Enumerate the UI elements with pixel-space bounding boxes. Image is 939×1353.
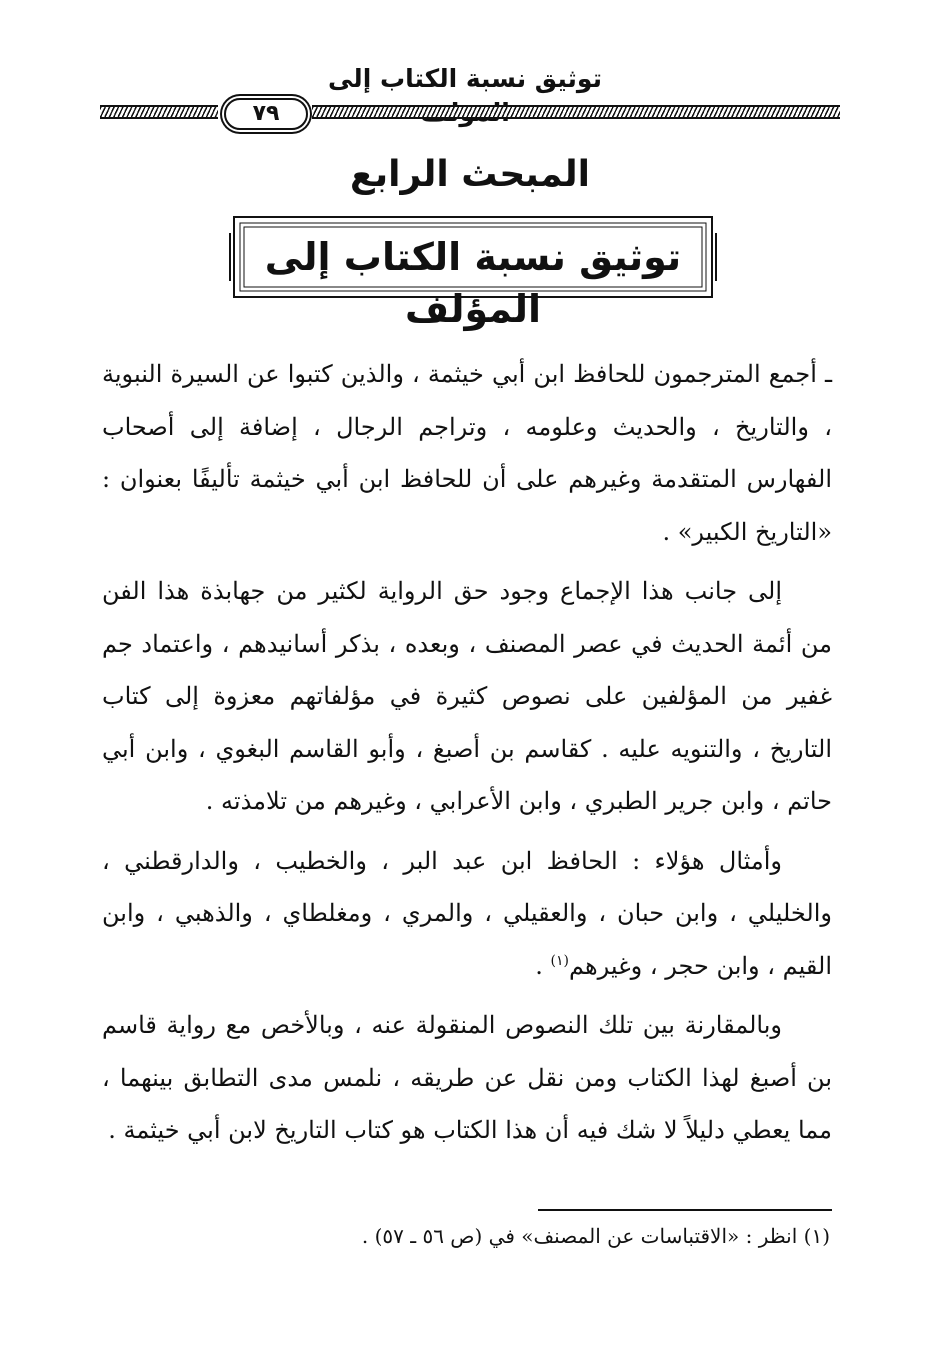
- footnote: (١) انظر : «الاقتباسات عن المصنف» في (ص ٥٦ ـ ٥٧) .: [361, 1224, 830, 1248]
- paragraph-1: ـ أجمع المترجمون للحافظ ابن أبي خيثمة ، والذين كتبوا عن السيرة النبوية ، والتاريخ ، والحديث وعلومه ، وتراجم الرجال ، إضافة إلى أصحاب الفهارس المتقدمة وغيرهم على أن للحافظ ابن أبي خيثمة تأليفًا بعنوان : «التاريخ الكبير» .: [102, 360, 832, 546]
- page-number: ٧٩: [224, 98, 308, 130]
- footnote-separator: [538, 1209, 832, 1211]
- paragraph-2: إلى جانب هذا الإجماع وجود حق الرواية لكثير من جهابذة هذا الفن من أئمة الحديث في عصر المصنف ، وبعده ، بذكر أسانيدهم ، واعتماد جم غفير من المؤلفين على نصوص كثيرة في مؤلفاتهم معزوة إلى كتاب التاريخ ، والتنويه عليه . كقاسم بن أصبغ ، وأبو القاسم البغوي ، وابن أبي حاتم ، وابن جرير الطبري ، وابن الأعرابي ، وغيرهم من تلامذته .: [102, 577, 832, 815]
- paragraph-3: [102, 835, 832, 993]
- header-rule: [100, 98, 840, 128]
- section-number-heading: المبحث الرابع: [350, 154, 590, 195]
- header-rule-right: [312, 105, 840, 119]
- body-text: [102, 348, 832, 1157]
- footnote-reference: (١): [550, 952, 569, 969]
- header-rule-left: [100, 105, 218, 119]
- paragraph-3-text: وأمثال هؤلاء : الحافظ ابن عبد البر ، والخطيب ، والدارقطني ، والخليلي ، وابن حبان ، والعقيلي ، والمري ، ومغلطاي ، والذهبي ، وابن القيم ، وابن حجر ، وغيرهم: [102, 846, 832, 980]
- paragraph-3-end: .: [535, 951, 551, 980]
- section-title-frame: [226, 213, 720, 331]
- paragraph-4: وبالمقارنة بين تلك النصوص المنقولة عنه ، وبالأخص مع رواية قاسم بن أصبغ لهذا الكتاب ومن نقل عن طريقه ، نلمس مدى التطابق بينهما ، مما يعطي دليلاً لا شك فيه أن هذا الكتاب هو كتاب التاريخ لابن أبي خيثمة .: [102, 1011, 832, 1144]
- running-title: توثيق نسبة الكتاب إلى: [328, 64, 602, 93]
- section-title: توثيق نسبة الكتاب إلى المؤلف: [264, 235, 682, 331]
